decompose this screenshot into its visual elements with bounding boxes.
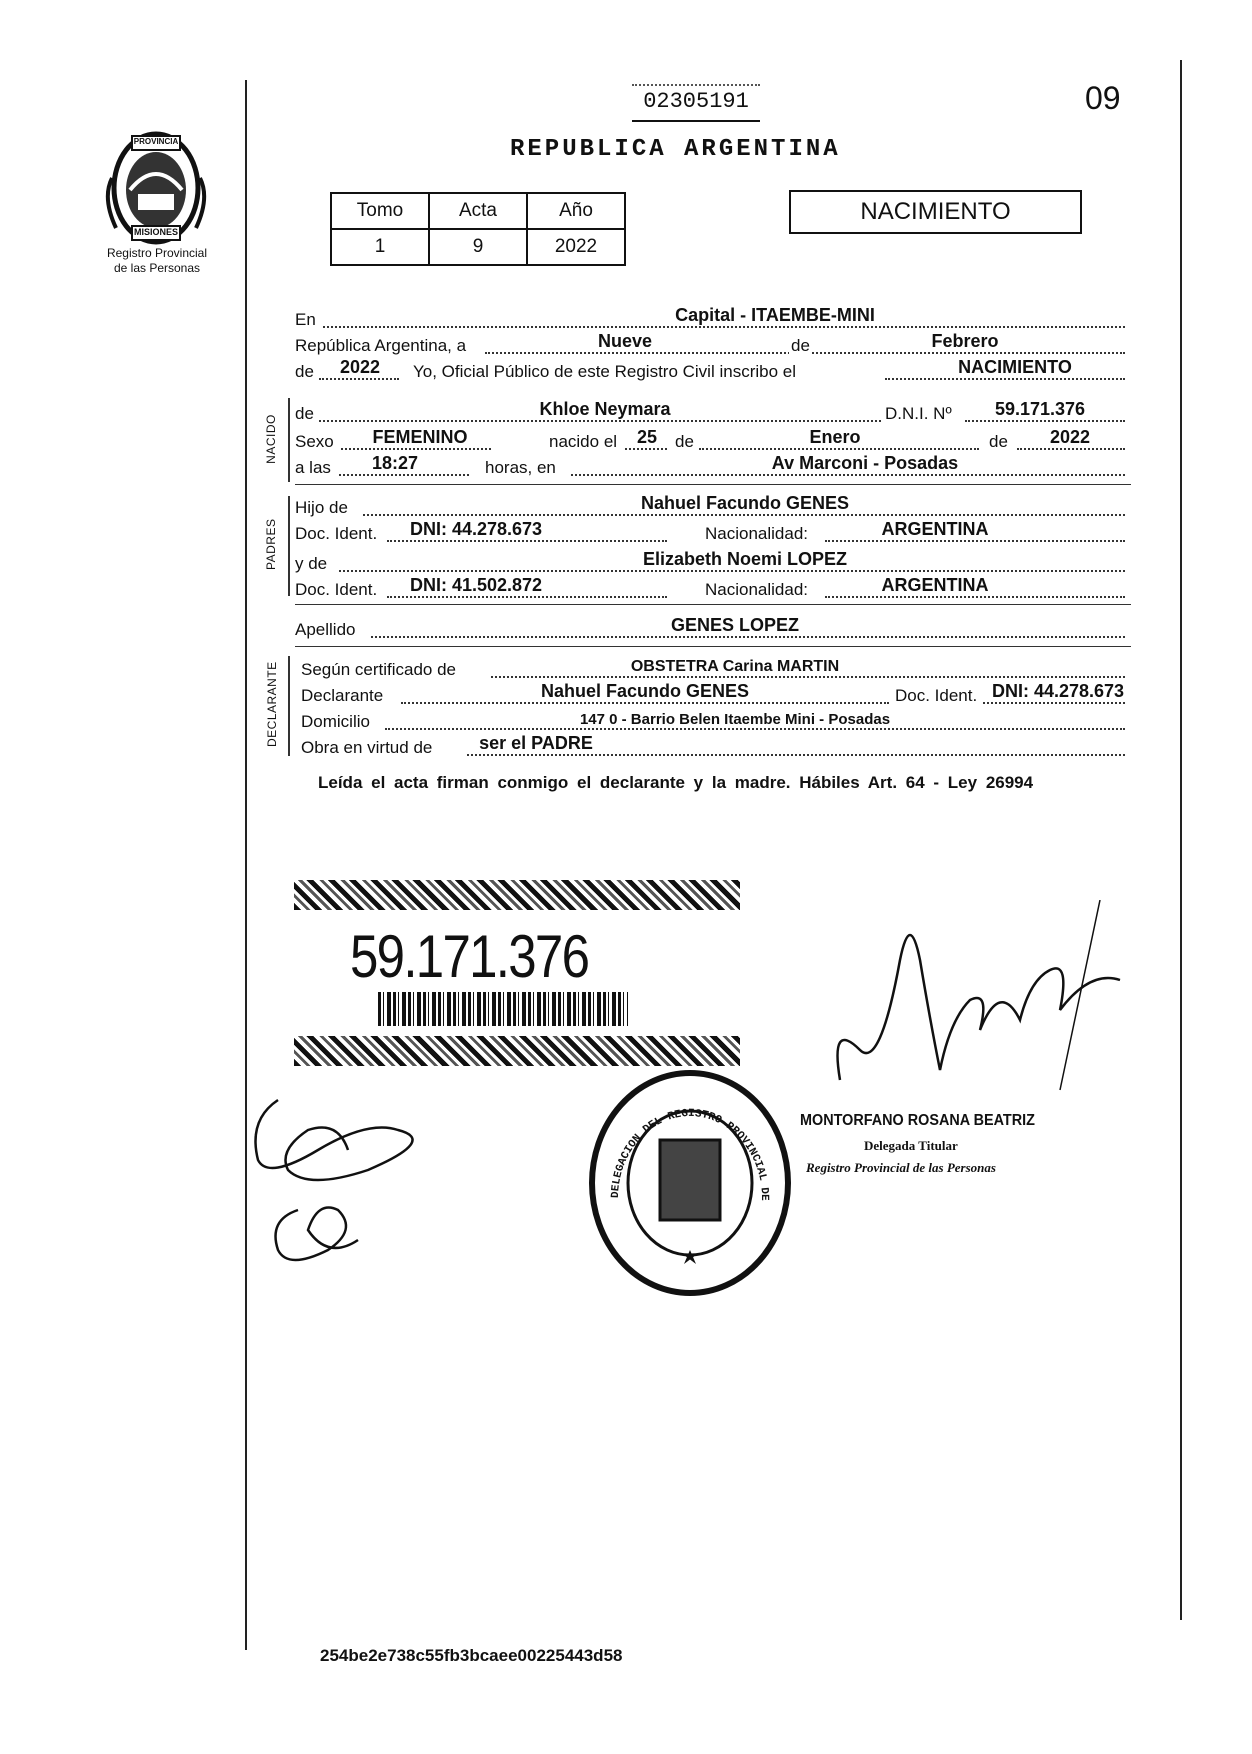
en-label: En	[295, 310, 316, 329]
country-title: REPUBLICA ARGENTINA	[510, 136, 841, 163]
year-value: 2022	[339, 357, 381, 377]
barcode-number: 59.171.376	[350, 923, 589, 990]
de-label: de	[791, 336, 810, 355]
dotted-line	[401, 702, 889, 704]
barcode-band-bottom	[294, 1036, 740, 1066]
mother-name: Elizabeth Noemi LOPEZ	[642, 549, 848, 569]
page-number: 09	[1085, 80, 1121, 116]
time-label: a las	[295, 458, 331, 477]
father-dni: DNI: 44.278.673	[409, 519, 543, 539]
dotted-line	[467, 754, 1125, 756]
closing-statement: Leída el acta firman conmigo el declarante y la madre. Hábiles Art. 64 - Ley 26994	[318, 773, 1034, 792]
declarant-label: Declarante	[301, 686, 384, 705]
cert-label: Según certificado de	[301, 660, 456, 679]
dotted-line	[363, 514, 1125, 516]
dotted-line	[387, 596, 667, 598]
serial-number-box	[632, 84, 760, 122]
dotted-line	[885, 378, 1125, 380]
row-name	[295, 400, 1125, 426]
declarant-signature	[248, 1080, 458, 1280]
mother-doc-label: Doc. Ident.	[295, 580, 378, 599]
sex-label: Sexo	[295, 432, 334, 451]
born-de-label-2: de	[989, 432, 1008, 451]
dotted-line	[319, 420, 881, 422]
header-tomo: Tomo	[331, 193, 429, 229]
row-mother	[295, 550, 1125, 576]
header-acta: Acta	[429, 193, 527, 229]
obra-label: Obra en virtud de	[301, 738, 433, 757]
place-value: Capital - ITAEMBE-MINI	[675, 305, 875, 325]
record-table	[330, 192, 626, 266]
born-year: 2022	[1049, 427, 1091, 447]
birth-place: Av Marconi - Posadas	[771, 453, 959, 473]
father-doc-label: Doc. Ident.	[295, 524, 378, 543]
born-day: 25	[636, 427, 658, 447]
section-separator	[295, 604, 1131, 605]
declarant-doc-label: Doc. Ident.	[895, 686, 978, 705]
dotted-line	[385, 728, 1125, 730]
official-seal	[588, 1068, 792, 1298]
dotted-line	[571, 474, 1125, 476]
side-label-nacido: NACIDO	[264, 414, 278, 464]
domicile-value: 147 0 - Barrio Belen Itaembe Mini - Posadas	[579, 711, 891, 728]
document-hash: 254be2e738c55fb3bcaee00225443d58	[320, 1646, 623, 1665]
dotted-line	[341, 448, 491, 450]
row-surname	[295, 616, 1125, 642]
dotted-line	[983, 702, 1125, 704]
dotted-line	[339, 474, 469, 476]
dotted-line	[387, 540, 667, 542]
officer-office: Registro Provincial de las Personas	[806, 1160, 996, 1175]
dotted-line	[339, 570, 1125, 572]
logo-caption-1: Registro Provincial	[106, 246, 208, 260]
hours-label: horas, en	[485, 458, 556, 477]
value-acta: 9	[429, 229, 527, 265]
barcode-bars	[378, 992, 628, 1026]
dotted-line	[371, 636, 1125, 638]
section-separator	[295, 646, 1131, 647]
officer-title: Delegada Titular	[864, 1138, 958, 1153]
domicile-label: Domicilio	[301, 712, 370, 731]
sex-value: FEMENINO	[372, 427, 468, 447]
row-time	[295, 454, 1125, 480]
right-margin-line	[1180, 60, 1182, 1620]
row-domicile	[295, 708, 1125, 734]
month-value: Febrero	[931, 331, 999, 351]
dotted-line	[825, 596, 1125, 598]
mother-label: y de	[295, 554, 328, 573]
dotted-line	[825, 540, 1125, 542]
province-logo	[100, 128, 212, 253]
value-anio: 2022	[527, 229, 625, 265]
side-label-padres: PADRES	[264, 518, 278, 570]
row-obra	[295, 734, 1125, 760]
born-de-label-1: de	[675, 432, 694, 451]
republica-label: República Argentina, a	[295, 336, 467, 355]
time-value: 18:27	[371, 453, 419, 473]
row-en	[295, 306, 1125, 332]
day-value: Nueve	[597, 331, 653, 351]
dotted-line	[965, 420, 1125, 422]
logo-text-top: PROVINCIA	[133, 137, 179, 146]
father-name: Nahuel Facundo GENES	[640, 493, 850, 513]
row-republica	[295, 332, 1125, 358]
section-separator	[295, 484, 1131, 485]
born-label: nacido el	[549, 432, 618, 451]
bracket-padres	[288, 496, 290, 596]
dni-label: D.N.I. Nº	[885, 404, 952, 423]
dotted-line	[699, 448, 979, 450]
side-label-declarante: DECLARANTE	[265, 661, 279, 747]
father-nat-label: Nacionalidad:	[705, 524, 809, 543]
officer-signature	[820, 900, 1140, 1100]
logo-text-bottom: MISIONES	[133, 227, 178, 237]
cert-value: OBSTETRA Carina MARTIN	[630, 658, 840, 675]
surname-value: GENES LOPEZ	[670, 615, 800, 635]
seal-text: DELEGACION DEL REGISTRO PROVINCIAL DE	[609, 1107, 771, 1201]
left-margin-line	[245, 80, 247, 1650]
serial-number: 02305191	[643, 89, 749, 114]
dotted-line	[323, 326, 1125, 328]
name-de-label: de	[295, 404, 314, 423]
surname-label: Apellido	[295, 620, 356, 639]
bracket-declarante	[288, 656, 290, 756]
yo-text: Yo, Oficial Público de este Registro Civil inscribo el	[413, 362, 796, 381]
logo-caption-2: de las Personas	[113, 261, 201, 275]
obra-value: ser el PADRE	[479, 733, 593, 753]
bracket-nacido	[288, 398, 290, 482]
row-cert	[295, 656, 1125, 682]
officer-name: MONTORFANO ROSANA BEATRIZ	[800, 1112, 1035, 1129]
document-type-box: NACIMIENTO	[789, 190, 1082, 234]
row-father	[295, 494, 1125, 520]
row-declarant	[295, 682, 1125, 708]
declarant-name: Nahuel Facundo GENES	[540, 681, 750, 701]
born-month: Enero	[809, 427, 861, 447]
row-year	[295, 358, 1125, 384]
dotted-line	[1017, 448, 1125, 450]
child-name: Khloe Neymara	[539, 399, 671, 419]
event-value: NACIMIENTO	[958, 357, 1072, 377]
dotted-line	[319, 378, 399, 380]
value-tomo: 1	[331, 229, 429, 265]
mother-nat-label: Nacionalidad:	[705, 580, 809, 599]
row-mother-doc	[295, 576, 1125, 602]
row-sex	[295, 428, 1125, 454]
child-dni: 59.171.376	[994, 399, 1086, 419]
year-de-label: de	[295, 362, 314, 381]
header-anio: Año	[527, 193, 625, 229]
mother-nationality: ARGENTINA	[881, 575, 989, 595]
mother-dni: DNI: 41.502.872	[409, 575, 543, 595]
barcode-band-top	[294, 880, 740, 910]
father-label: Hijo de	[295, 498, 348, 517]
dotted-line	[491, 676, 1125, 678]
father-nationality: ARGENTINA	[881, 519, 989, 539]
declarant-dni: DNI: 44.278.673	[991, 681, 1125, 701]
row-father-doc	[295, 520, 1125, 546]
dotted-line	[625, 448, 667, 450]
